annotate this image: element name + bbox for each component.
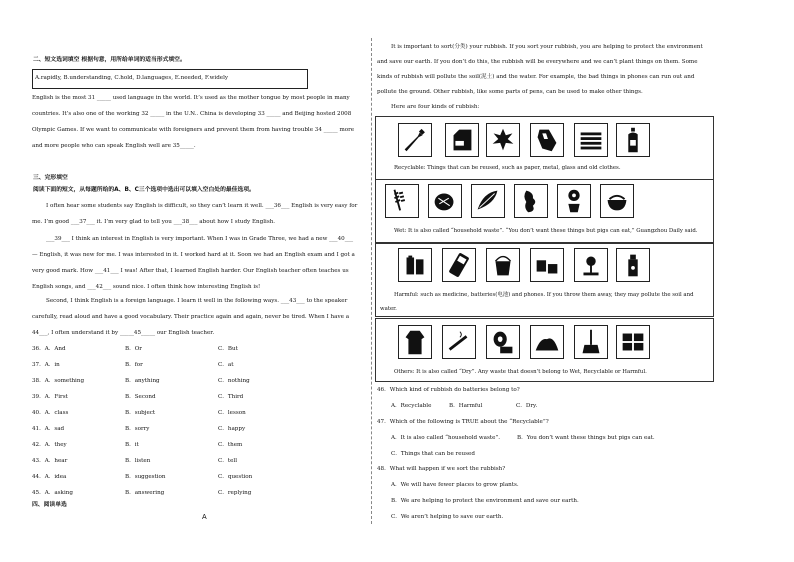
vegetable-icon [428,184,462,218]
passage-1-line: Olympic Games. If we want to communicate with foreigners and prevent them from having trouble 34 _____ more [32,127,355,133]
panel-caption: Harmful: such as medicine, batteries(电池) and phones. If you throw them away, they may pollute the soil and [394,292,694,298]
option-c[interactable]: C．happy [218,426,246,432]
q48-option-b[interactable]: B．We are helping to protect the environment and save our earth. [391,498,579,504]
q46-option-a[interactable]: A．Recyclable [391,403,432,409]
kinds-intro: Here are four kinds of rubbish: [391,104,480,110]
option-a[interactable]: 37．A．in [32,362,60,368]
plastic-bottle-icon [616,123,650,157]
paint-bucket-icon [486,248,520,282]
passage-1-line: countries. It’s also one of the working 32 _____ in the U.N.. China is developing 33 _____ and Beijing hosted 2008 [32,111,352,117]
column-divider [371,38,372,524]
passage-1-line: and more people who can speak English well are 35_____. [32,143,196,149]
section4-title: 四、阅读单选 [32,502,67,508]
option-a[interactable]: 41．A．sad [32,426,65,432]
option-c[interactable]: C．nothing [218,378,250,384]
apple-core-icon [514,184,548,218]
option-b[interactable]: B．for [125,362,143,368]
intro-line: kinds of rubbish will pollute the soil(泥土) and the water. For example, the bad things in phones can run out and [377,74,695,80]
option-b[interactable]: B．listen [125,458,151,464]
milk-carton-icon [445,123,479,157]
battery-icon [398,248,432,282]
option-b[interactable]: B．answering [125,490,165,496]
glass-jar-icon [530,123,564,157]
panel-others [375,318,714,382]
option-a[interactable]: 44．A．idea [32,474,67,480]
toilet-paper-icon [486,325,520,359]
option-c[interactable]: C．replying [218,490,252,496]
panel-caption: water. [380,306,397,312]
passage-1-line: English is the most 31 _____ used language in the world. It’s used as the mother tongue by most people in many [32,95,350,101]
option-b[interactable]: B．it [125,442,139,448]
option-c[interactable]: C．lesson [218,410,246,416]
option-c[interactable]: C．at [218,362,234,368]
option-c[interactable]: C．question [218,474,253,480]
intro-line: and save our earth. If you don’t do this, the rubbish will be everywhere and we can’t plant things on them. Some [377,59,698,65]
panel-caption: Others: It is also called “Dry”. Any waste that doesn’t belong to Wet, Recyclable or Harmful. [394,369,647,375]
q48-option-c[interactable]: C．We aren’t helping to save our earth. [391,514,504,520]
panel-wet [375,179,714,243]
passage-2-line: English songs, and ___42___ sound nice. I often think how interesting English is! [32,284,261,290]
option-b[interactable]: B．anything [125,378,160,384]
panel-caption: Recyclable: Things that can be reused, such as paper, metal, glass and old clothes. [394,165,621,171]
page-label: A [202,514,207,521]
dirt-pile-icon [530,325,564,359]
option-b[interactable]: B．sorry [125,426,150,432]
intro-line: It is important to sort(分类) your rubbish. If you sort your rubbish, you are helping to protect the environment [391,44,703,50]
cigarette-icon [442,325,476,359]
q47-option-c[interactable]: C．Things that can be reused [391,451,475,457]
lamp-icon [574,248,608,282]
section3-title: 三、完形填空 [33,175,68,181]
paper-stack-icon [574,123,608,157]
panel-recyclable [375,116,714,180]
option-b[interactable]: B．Second [125,394,156,400]
option-a[interactable]: 42．A．they [32,442,67,448]
passage-2-line: me. I’m good ___37___ it. I’m very glad to tell you ___38___ about how I study English. [32,219,276,225]
passage-2-line: I often hear some students say English is difficult, so they can’t learn it well. ___36___ English is very easy for [46,203,358,209]
pills-icon [530,248,564,282]
section2-title: 二、短文选词填空 根据句意，用所给单词的适当形式填空。 [33,57,186,63]
option-c[interactable]: C．tell [218,458,238,464]
option-c[interactable]: C．them [218,442,243,448]
spray-can-icon [616,248,650,282]
passage-2-line: ___39___ I think an interest in English is very important. When I was in Grade Three, we had a new ___40___ [46,236,354,242]
phone-icon [442,248,476,282]
passage-2-line: carefully, read aloud and have a good vocabulary. Their practice again and again, never be tired. When I have a [32,314,350,320]
flower-pot-icon [557,184,591,218]
panel-caption: Wet: It is also called “household waste”. “You don’t want these things but pigs can eat,” Guangzhou Daily said. [394,228,698,234]
question-48: 48．What will happen if we sort the rubbish? [377,466,506,472]
passage-2-line: very good mark. How ___41___ I was! After that, I learned English harder. Our English teacher often teaches us [32,268,349,274]
q46-option-c[interactable]: C．Dry. [516,403,538,409]
option-a[interactable]: 40．A．class [32,410,69,416]
passage-2-line: Second, I think English is a foreign language. I learn it well in the following ways. ___43___ to the speaker [46,298,348,304]
panel-harmful [375,243,714,317]
coat-icon [398,325,432,359]
option-a[interactable]: 38．A．something [32,378,85,384]
question-47: 47．Which of the following is TRUE about the “Recyclable”? [377,419,549,425]
option-a[interactable]: 39．A．First [32,394,68,400]
option-c[interactable]: C．Third [218,394,244,400]
q47-option-a[interactable]: A．It is also called “household waste”. [391,435,501,441]
leaves-icon [471,184,505,218]
intro-line: pollute the ground. Other rubbish, like some parts of pens, can be used to make other things. [377,89,643,95]
option-a[interactable]: 45．A．asking [32,490,73,496]
q46-option-b[interactable]: B．Harmful [449,403,483,409]
fish-bones-icon [385,184,419,218]
q48-option-a[interactable]: A．We will have fewer places to grow plants. [391,482,519,488]
question-46: 46．Which kind of rubbish do batteries belong to? [377,387,520,393]
passage-2-line: 44___, I often understand it by _____45_____ our English teacher. [32,330,215,336]
option-a[interactable]: 36．A．And [32,346,66,352]
broom-icon [574,325,608,359]
q47-option-b[interactable]: B．You don’t want these things but pigs can eat. [517,435,655,441]
word-bank: A.rapidly, B.understanding, C.hold, D.languages, E.needed, F.widely [35,75,229,81]
passage-2-line: — English, it was new for me. I was interested in it. I worked hard at it. Soon we had an English exam and I got a [32,252,355,258]
section3-instruction: 阅读下面的短文，从每题所给的A、B、C三个选项中选出可以填入空白处的最佳选项。 [33,187,255,193]
option-a[interactable]: 43．A．hear [32,458,68,464]
bottle-icon [398,123,432,157]
food-bowl-icon [600,184,634,218]
option-b[interactable]: B．suggestion [125,474,166,480]
option-c[interactable]: C．But [218,346,238,352]
option-b[interactable]: B．subject [125,410,156,416]
tiles-icon [616,325,650,359]
tin-can-icon [486,123,520,157]
option-b[interactable]: B．Or [125,346,142,352]
